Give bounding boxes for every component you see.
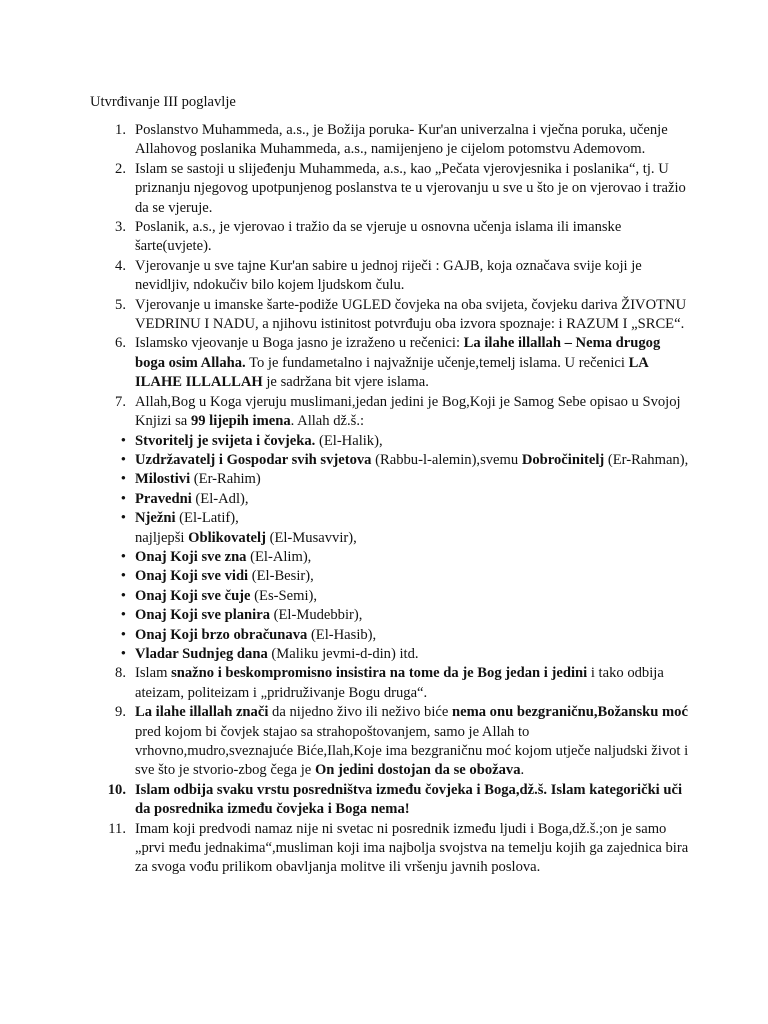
list-item xyxy=(90,781,690,820)
text-run: Islamsko vjeovanje u Boga jasno je izraženo u rečenici: xyxy=(135,335,464,352)
bold-text: 99 lijepih imena xyxy=(190,413,291,430)
bullet-marker: • xyxy=(120,490,126,507)
text-run: Islam xyxy=(135,665,172,682)
text-run: (El-Musavvir), xyxy=(265,529,357,546)
item-text xyxy=(135,258,642,293)
bold-text: Milostivi xyxy=(135,471,191,488)
bullet-item xyxy=(90,432,690,451)
text-run: To je fundametalno i najvažnije učenje,temelj islama. U rečenici xyxy=(245,354,629,371)
item-text xyxy=(135,510,239,526)
list-number: 5. xyxy=(115,296,126,313)
bold-text: Onaj Koji sve vidi xyxy=(135,568,249,585)
bold-text: Onaj Koji sve čuje xyxy=(135,587,251,604)
text-run: . xyxy=(520,762,525,779)
text-run: (El-Alim), xyxy=(246,548,312,565)
list-number: 11. xyxy=(108,820,126,837)
item-text xyxy=(135,335,660,390)
list-number: 4. xyxy=(115,257,126,274)
item-text xyxy=(135,782,682,817)
list-number: 10. xyxy=(107,781,126,798)
text-run: (El-Mudebbir), xyxy=(270,607,363,624)
list-number: 1. xyxy=(115,122,126,138)
text-run: je sadržana bit vjere islama. xyxy=(262,374,429,391)
text-run: da nijedno živo ili neživo biće xyxy=(268,704,452,721)
list-item xyxy=(90,820,690,878)
bullet-item xyxy=(90,470,690,489)
text-run: najljepši xyxy=(135,529,189,546)
bold-text: Oblikovatelj xyxy=(188,529,266,546)
text-run: (Es-Semi), xyxy=(250,587,318,604)
list-item xyxy=(90,393,690,432)
text-run: i tako odbija ateizam, politeizam i „pridruživanje Bogu druga“. xyxy=(135,665,664,701)
list-item xyxy=(90,160,690,218)
list-number: 6. xyxy=(115,335,126,352)
list-item xyxy=(90,218,690,257)
text-run: (Maliku jevmi-d-din) itd. xyxy=(267,645,419,662)
text-run: Poslanik, a.s., je vjerovao i tražio da se vjeruje u osnovna učenja islama ili imanske šarte(uvjete). xyxy=(135,219,622,255)
list-item xyxy=(90,664,690,703)
text-run: (El-Hasib), xyxy=(307,626,377,643)
item-text xyxy=(135,161,686,216)
bold-text: La ilahe illallah znači xyxy=(135,704,269,721)
text-run: (El-Adl), xyxy=(191,490,249,507)
list-number: 3. xyxy=(115,219,126,236)
item-text xyxy=(135,627,376,643)
list-item xyxy=(90,296,690,335)
item-text xyxy=(135,219,621,254)
bold-text: nema onu bezgraničnu,Božansku moć xyxy=(451,704,688,721)
bullet-item xyxy=(90,606,690,625)
bullet-item xyxy=(90,490,690,509)
list-item xyxy=(90,257,690,296)
bold-text: Onaj Koji brzo obračunava xyxy=(135,626,308,643)
bold-text: La ilahe illallah – Nema drugog boga osim Allaha. xyxy=(135,335,661,371)
bold-text: Vladar Sudnjeg dana xyxy=(135,645,268,662)
list-item xyxy=(90,703,690,781)
item-text xyxy=(135,452,688,468)
bullet-marker: • xyxy=(120,432,126,449)
numbered-list xyxy=(90,121,690,878)
text-run: Vjerovanje u imanske šarte-podiže UGLED čovjeka na oba svijeta, čovjeku dariva ŽIVOTNU VEDRINU I NADU, a njihovu istinitost potvrđuju oba izvora spoznaje: i RAZUM I „SRCE“. xyxy=(135,296,687,333)
document-heading: Utvrđivanje III poglavlje xyxy=(90,94,236,110)
bullet-item xyxy=(90,645,690,664)
bold-text: LA ILAHE ILLALLAH xyxy=(135,354,649,391)
bold-text: On jedini dostojan da se obožava xyxy=(314,762,521,779)
bold-text: Nježni xyxy=(135,510,176,527)
bullet-item xyxy=(90,451,690,470)
bold-text: Dobročinitelj xyxy=(521,451,605,468)
list-number: 9. xyxy=(115,704,126,721)
text-run: Islam se sastoji u slijeđenju Muhammeda, a.s., kao „Pečata vjerovjesnika i poslanika“, tj. U priznanju njegovog upotpunjenog poslanstva te u vjerovanju u sve u što je on vjerovao i tražio da se vjeruje. xyxy=(135,160,686,216)
bullet-item xyxy=(90,548,690,567)
bullet-marker: • xyxy=(120,645,126,662)
text-run: (Er-Rahman), xyxy=(604,451,689,468)
text-run: (El-Besir), xyxy=(248,568,314,585)
bold-text: Islam odbija svaku vrstu posredništva između čovjeka i Boga,dž.š. Islam kategorički uči da posrednika između čovjeka i Boga nema! xyxy=(135,781,683,818)
text-run: pred kojom bi čovjek stajao sa strahopoštovanjem, samo je Allah to vrhovno,mudro,sveznajuće Biće,Ilah,Koje ima bezgraničnu moć kojom utječe naljudski život i sve što je stvorio-zbog čega je xyxy=(135,723,689,779)
bold-text: Onaj Koji sve zna xyxy=(135,548,247,565)
bullet-marker: • xyxy=(120,607,126,624)
item-text xyxy=(135,433,383,449)
item-text xyxy=(135,588,317,604)
item-text xyxy=(135,471,261,487)
bold-text: Stvoritelj je svijeta i čovjeka. xyxy=(135,432,316,449)
bold-text: Pravedni xyxy=(135,490,192,507)
item-text xyxy=(135,491,249,507)
item-continuation xyxy=(135,529,690,548)
bold-text: Uzdržavatelj i Gospodar svih svjetova xyxy=(135,451,372,468)
item-text xyxy=(135,549,311,565)
text-run: (El-Halik), xyxy=(315,432,383,449)
text-run: (Er-Rahim) xyxy=(190,471,261,488)
list-number: 8. xyxy=(115,665,126,682)
bullet-marker: • xyxy=(120,451,126,468)
list-number: 7. xyxy=(115,393,126,410)
bullet-item xyxy=(90,587,690,606)
item-text xyxy=(135,646,419,662)
list-item xyxy=(90,334,690,392)
item-text xyxy=(135,394,681,429)
bullet-item xyxy=(90,626,690,645)
item-text xyxy=(135,122,668,157)
bullet-marker: • xyxy=(120,626,126,643)
item-text xyxy=(135,665,664,700)
text-run: Poslanstvo Muhammeda, a.s., je Božija poruka- Kur'an univerzalna i vječna poruka, učenje Allahovog poslanika Muhammeda, a.s., namijenjeno je cijelom potomstvu Ademovom. xyxy=(135,122,668,158)
text-run: . Allah dž.š.: xyxy=(290,413,365,430)
item-text xyxy=(135,704,688,778)
text-run: (El-Latif), xyxy=(175,510,239,527)
bullet-marker: • xyxy=(120,587,126,604)
bullet-item xyxy=(90,567,690,586)
bold-text: snažno i beskompromisno insistira na tome da je Bog jedan i jedini xyxy=(171,665,588,682)
text-run: Allah,Bog u Koga vjeruju muslimani,jedan jedini je Bog,Koji je Samog Sebe opisao u Svojoj Knjizi sa xyxy=(135,393,681,430)
bullet-marker: • xyxy=(120,510,126,527)
list-number: 2. xyxy=(115,160,126,177)
item-text xyxy=(135,821,688,876)
bullet-marker: • xyxy=(120,548,126,565)
list-item xyxy=(90,121,690,160)
item-text xyxy=(135,297,686,332)
item-text xyxy=(135,607,362,623)
text-run: Vjerovanje u sve tajne Kur'an sabire u jednoj riječi : GAJB, koja označava svije koji je nevidljiv, ndokučiv bilo kojem ljudskom čulu. xyxy=(135,257,642,294)
bold-text: Onaj Koji sve planira xyxy=(135,607,270,624)
bullet-marker: • xyxy=(120,471,126,488)
bullet-item xyxy=(90,509,690,548)
text-run: Imam koji predvodi namaz nije ni svetac ni posrednik između ljudi i Boga,dž.š.;on je samo „prvi među jednakima“,musliman koji ima najbolja svojstva na temelju kojih ga zajednica bira za svoga vođu prilikom obavljanja molitve ili vršenju javnih poslova. xyxy=(135,820,689,876)
item-text xyxy=(135,568,314,584)
bullet-marker: • xyxy=(120,568,126,585)
text-run: (Rabbu-l-alemin),svemu xyxy=(371,451,522,468)
